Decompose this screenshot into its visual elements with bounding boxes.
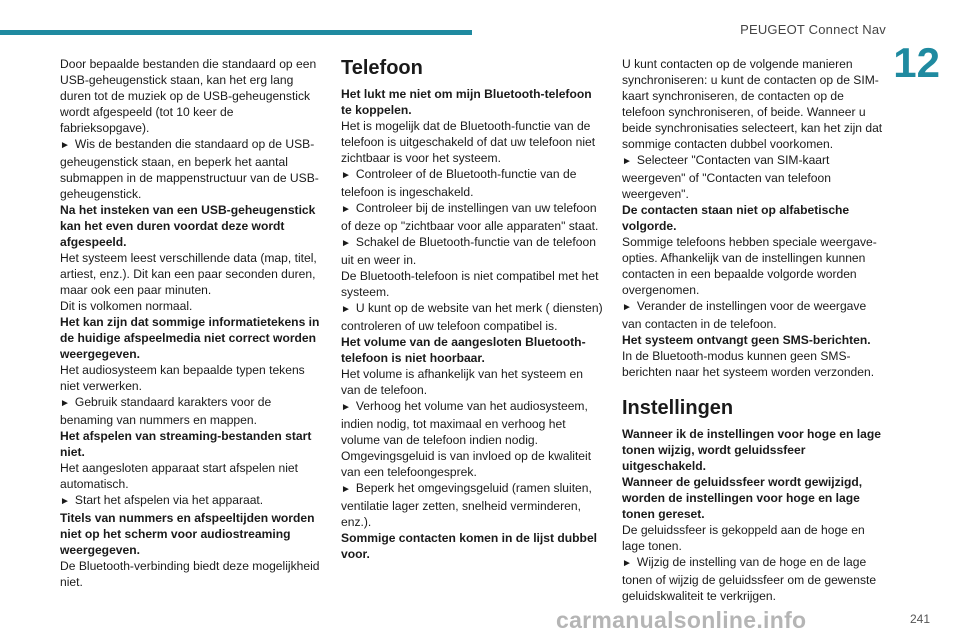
bullet-text: Verander de instellingen voor de weergave van contacten in de telefoon.	[622, 299, 867, 331]
body-paragraph: U kunt contacten op de volgende manieren synchroniseren: u kunt de contacten op de SIM-kaart synchroniseren, de contacten op de telefoon synchroniseren, of beide. Wanneer u beide synchronisaties selecteert, kan het zijn dat sommige contacten dubbel voorkomen.	[622, 57, 883, 151]
arrow-bullet-icon: ►	[341, 204, 351, 215]
arrow-bullet-icon: ►	[60, 140, 70, 151]
bullet-text: Beperk het omgevingsgeluid (ramen sluiten, ventilatie lager zetten, snelheid verminderen, enz.).	[341, 481, 592, 529]
body-paragraph: Sommige telefoons hebben speciale weergave-opties. Afhankelijk van de instellingen kunnen contacten in een bepaalde volgorde worden overgenomen.	[622, 235, 877, 297]
instruction-bullet	[622, 298, 884, 332]
body-paragraph: In de Bluetooth-modus kunnen geen SMS-berichten naar het systeem worden verzonden.	[622, 349, 875, 379]
instruction-bullet	[622, 554, 884, 604]
arrow-bullet-icon: ►	[341, 304, 351, 315]
instruction-bullet	[341, 480, 603, 530]
body-paragraph: Het systeem leest verschillende data (map, titel, artiest, enz.). Dit kan een paar seconden duren, maar ook een paar minuten.	[60, 251, 317, 297]
arrow-bullet-icon: ►	[341, 402, 351, 413]
bullet-text: Start het afspelen via het apparaat.	[74, 493, 264, 507]
arrow-bullet-icon: ►	[60, 398, 70, 409]
bullet-text: U kunt op de website van het merk ( diensten) controleren of uw telefoon compatibel is.	[341, 301, 603, 333]
body-paragraph: De Bluetooth-telefoon is niet compatibel met het systeem.	[341, 269, 599, 299]
arrow-bullet-icon: ►	[622, 156, 632, 167]
arrow-bullet-icon: ►	[341, 238, 351, 249]
bullet-text: Verhoog het volume van het audiosysteem, indien nodig, tot maximaal en verhoog het volume van de telefoon indien nodig.	[341, 399, 588, 447]
instruction-bullet	[341, 300, 603, 334]
arrow-bullet-icon: ►	[341, 170, 351, 181]
instruction-bullet	[60, 492, 322, 510]
body-paragraph: Het volume is afhankelijk van het systeem en van de telefoon.	[341, 367, 583, 397]
column-3	[622, 56, 884, 604]
section-heading: Instellingen	[622, 397, 734, 419]
instruction-bullet	[622, 152, 884, 202]
bullet-text: Selecteer "Contacten van SIM-kaart weergeven" of "Contacten van telefoon weergeven".	[622, 153, 831, 201]
instruction-bullet	[60, 136, 322, 202]
header-accent-bar	[0, 30, 472, 35]
question-heading: Wanneer de geluidssfeer wordt gewijzigd, worden de instellingen voor hoge en lage tonen gereset.	[622, 475, 863, 521]
body-paragraph: Door bepaalde bestanden die standaard op een USB-geheugenstick staan, kan het erg lang duren tot de muziek op de USB-geheugenstick wordt afgespeeld (tot 10 keer de fabrieksopgave).	[60, 57, 317, 135]
question-heading: Titels van nummers en afspeeltijden worden niet op het scherm voor audiostreaming weergegeven.	[60, 511, 315, 557]
bullet-text: Controleer of de Bluetooth-functie van de telefoon is ingeschakeld.	[341, 167, 577, 199]
body-paragraph: Dit is volkomen normaal.	[60, 299, 193, 313]
instruction-bullet	[341, 234, 603, 268]
body-paragraph: Het aangesloten apparaat start afspelen niet automatisch.	[60, 461, 299, 491]
bullet-text: Gebruik standaard karakters voor de benaming van nummers en mappen.	[60, 395, 272, 427]
arrow-bullet-icon: ►	[341, 484, 351, 495]
question-heading: Het volume van de aangesloten Bluetooth-telefoon is niet hoorbaar.	[341, 335, 586, 365]
column-1	[60, 56, 322, 590]
question-heading: Het kan zijn dat sommige informatietekens in de huidige afspeelmedia niet correct worden weergegeven.	[60, 315, 320, 361]
instruction-bullet	[341, 200, 603, 234]
question-heading: Sommige contacten komen in de lijst dubbel voor.	[341, 531, 598, 561]
column-2	[341, 56, 603, 562]
running-header: PEUGEOT Connect Nav	[740, 22, 886, 37]
chapter-number: 12	[893, 39, 940, 86]
instruction-bullet	[341, 166, 603, 200]
bullet-text: Schakel de Bluetooth-functie van de telefoon uit en weer in.	[341, 235, 596, 267]
body-paragraph: Het is mogelijk dat de Bluetooth-functie van de telefoon is uitgeschakeld of dat uw telefoon niet zichtbaar is voor het systeem.	[341, 119, 596, 165]
page-number: 241	[909, 612, 930, 626]
body-paragraph: Het audiosysteem kan bepaalde typen tekens niet verwerken.	[60, 363, 305, 393]
bullet-text: Wijzig de instelling van de hoge en de lage tonen of wijzig de geluidssfeer om de gewenste geluidskwaliteit te verkrijgen.	[622, 555, 877, 603]
watermark: carmanualsonline.info	[556, 607, 807, 633]
bullet-text: Controleer bij de instellingen van uw telefoon of deze op "zichtbaar voor alle apparaten" staat.	[341, 201, 599, 233]
question-heading: Wanneer ik de instellingen voor hoge en lage tonen wijzig, wordt geluidssfeer uitgeschakeld.	[622, 427, 881, 473]
arrow-bullet-icon: ►	[622, 558, 632, 569]
body-paragraph: De geluidssfeer is gekoppeld aan de hoge en lage tonen.	[622, 523, 865, 553]
question-heading: Het systeem ontvangt geen SMS-berichten.	[622, 333, 871, 347]
arrow-bullet-icon: ►	[622, 302, 632, 313]
question-heading: De contacten staan niet op alfabetische volgorde.	[622, 203, 850, 233]
question-heading: Het afspelen van streaming-bestanden start niet.	[60, 429, 312, 459]
question-heading: Het lukt me niet om mijn Bluetooth-telefoon te koppelen.	[341, 87, 592, 117]
instruction-bullet	[341, 398, 603, 448]
instruction-bullet	[60, 394, 322, 428]
arrow-bullet-icon: ►	[60, 496, 70, 507]
body-paragraph: De Bluetooth-verbinding biedt deze mogelijkheid niet.	[60, 559, 320, 589]
body-paragraph: Omgevingsgeluid is van invloed op de kwaliteit van een telefoongesprek.	[341, 449, 592, 479]
section-heading: Telefoon	[341, 57, 423, 79]
question-heading: Na het insteken van een USB-geheugenstick kan het even duren voordat deze wordt afgespeeld.	[60, 203, 316, 249]
bullet-text: Wis de bestanden die standaard op de USB-geheugenstick staan, en beperk het aantal submappen in de mappenstructuur van de USB-geheugenstick.	[60, 137, 319, 201]
